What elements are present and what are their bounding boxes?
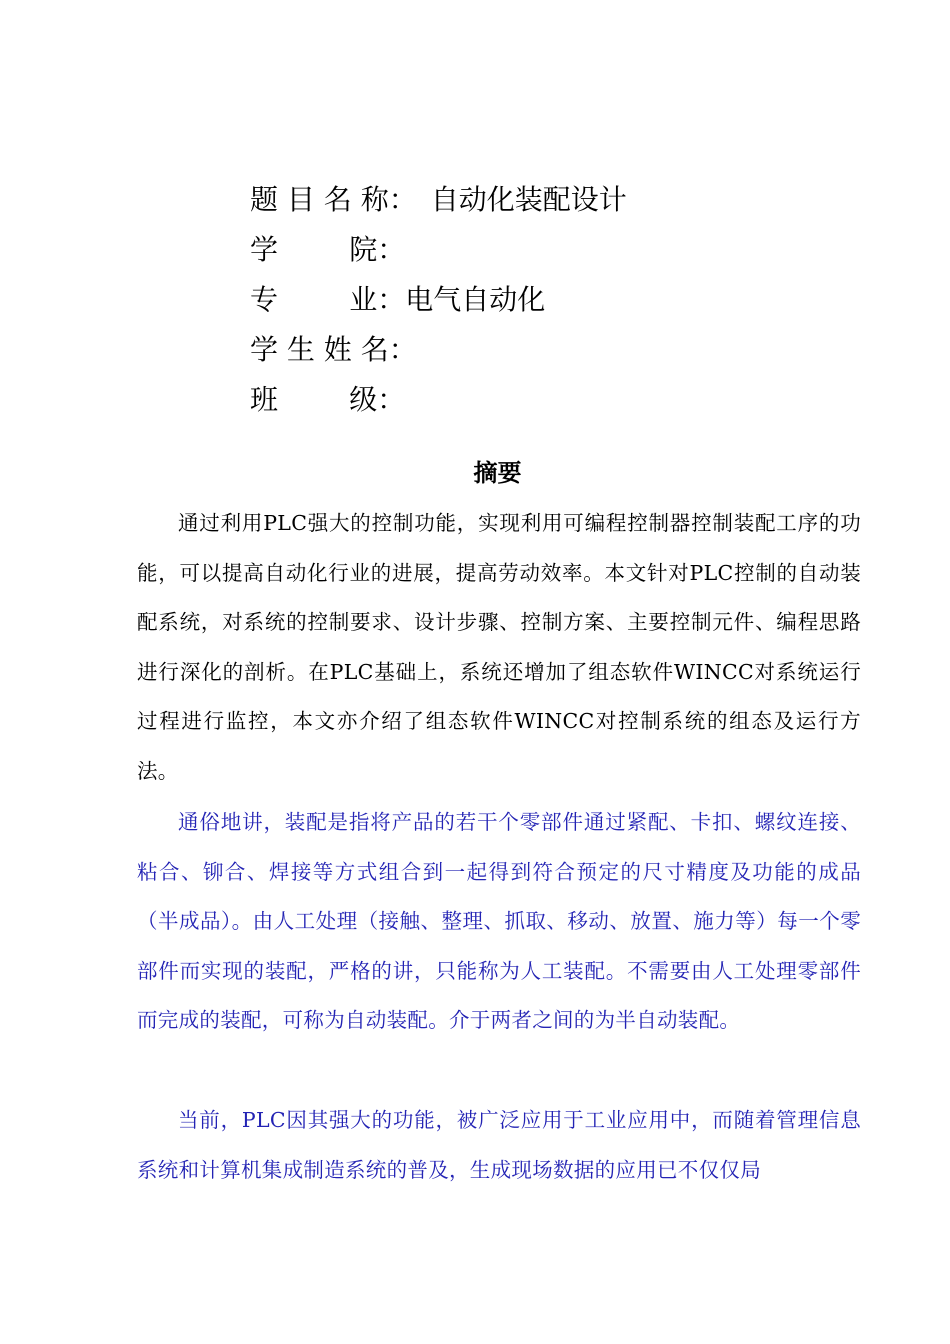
class-label: 班 级： <box>250 383 406 416</box>
abstract-paragraph-1: 通过利用PLC强大的控制功能，实现利用可编程控制器控制装配工序的功能，可以提高自动化行业的进展，提高劳动效率。本文针对PLC控制的自动装配系统，对系统的控制要求、设计步骤、控制方案、主要控制元件、编程思路进行深化的剖析。在PLC基础上，系统还增加了组态软件WINCC对系统运行过程进行监控，本文亦介绍了组态软件WINCC对控制系统的组态及运行方法。 <box>137 511 861 783</box>
college-label: 学 院： <box>250 233 406 266</box>
college-row <box>250 232 405 268</box>
student-row <box>250 332 417 368</box>
abstract-paragraph-2: 通俗地讲，装配是指将产品的若干个零部件通过紧配、卡扣、螺纹连接、粘合、铆合、焊接等方式组合到一起得到符合预定的尺寸精度及功能的成品（半成品）。由人工处理（接触、整理、抓取、移动、放置、施力等）每一个零部件而实现的装配，严格的讲，只能称为人工装配。不需要由人工处理零部件而完成的装配，可称为自动装配。介于两者之间的为半自动装配。 <box>137 810 861 1032</box>
abstract-paragraph-3: 当前，PLC因其强大的功能，被广泛应用于工业应用中，而随着管理信息系统和计算机集成制造系统的普及，生成现场数据的应用已不仅仅局 <box>137 1108 861 1182</box>
topic-label: 题 目 名 称： <box>250 183 417 216</box>
class-row <box>250 382 405 418</box>
major-label: 专 业： <box>250 283 406 316</box>
abstract-title: 摘要 <box>473 458 522 487</box>
major-row <box>250 282 545 318</box>
major-value: 电气自动化 <box>405 283 546 316</box>
topic-row <box>250 182 627 218</box>
student-label: 学 生 姓 名： <box>250 333 417 366</box>
topic-value: 自动化装配设计 <box>430 183 627 216</box>
